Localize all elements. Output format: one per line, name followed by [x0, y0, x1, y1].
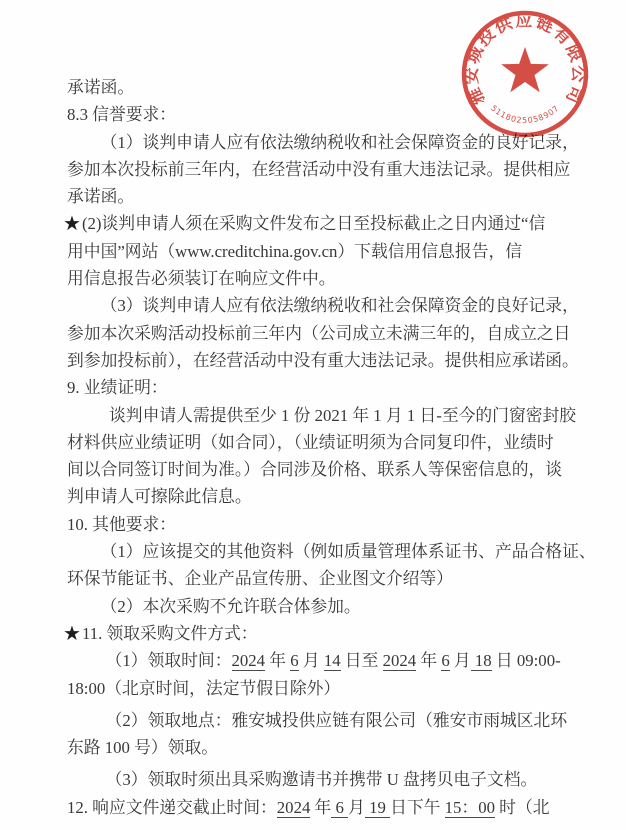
seal-serial-text: 5118025058907	[489, 103, 561, 125]
doc-line	[67, 265, 612, 292]
doc-line	[67, 456, 612, 483]
doc-line	[67, 511, 612, 538]
text-segment: 11. 领取采购文件方式：	[81, 623, 258, 643]
text-segment: （3）领取时须出具采购邀请书并携带 U 盘拷贝电子文档。	[105, 770, 538, 790]
text-segment: 10. 其他要求：	[67, 514, 177, 534]
text-segment: 环保节能证书、企业产品宣传册、企业图文介绍等）	[67, 569, 453, 589]
text-segment: 判申请人可擦除此信息。	[67, 487, 252, 507]
text-segment: 年	[416, 651, 442, 671]
doc-line	[67, 675, 612, 702]
seal-star-icon	[501, 47, 549, 92]
doc-line	[67, 320, 612, 347]
doc-line	[67, 734, 612, 761]
text-segment: （1）领取时间：	[105, 651, 232, 671]
text-segment: 月	[298, 651, 324, 671]
text-segment: 用信息报告必须装订在响应文件中。	[67, 269, 336, 289]
text-segment: （2）本次采购不允许联合体参加。	[100, 596, 361, 616]
text-segment: （1）应该提交的其他资料（例如质量管理体系证书、产品合格证、	[100, 542, 596, 562]
text-segment: 间以合同签订时间为准。）合同涉及价格、联系人等保密信息的，谈	[67, 460, 563, 480]
text-segment: 到参加投标前），在经营活动中没有重大违法记录。提供相应承诺函。	[67, 350, 579, 370]
svg-text:5118025058907	[489, 104, 561, 125]
doc-line	[63, 620, 612, 647]
text-segment: 用中国”网站（www.creditchina.gov.cn）下载信用信息报告，信	[67, 241, 523, 261]
underlined-text: 18	[470, 651, 492, 671]
underlined-text: 19	[364, 797, 391, 817]
text-segment: 年	[310, 797, 332, 817]
text-segment: 月	[449, 651, 471, 671]
text-segment: 年	[265, 651, 291, 671]
text-segment: 时（北	[494, 797, 550, 817]
doc-line	[67, 238, 612, 265]
text-segment: （1）谈判申请人应有依法缴纳税收和社会保障资金的良好记录，	[100, 132, 579, 152]
underlined-text: 6	[290, 651, 299, 671]
text-segment: 月	[348, 797, 365, 817]
text-segment: 日下午	[390, 797, 445, 817]
doc-line	[67, 402, 612, 429]
underlined-text: 15：00	[444, 797, 495, 817]
underlined-text: 6	[331, 797, 349, 817]
doc-line	[67, 538, 612, 565]
text-segment: 12. 响应文件递交截止时间：	[67, 797, 277, 817]
underlined-text: 6	[441, 651, 450, 671]
seal-graphic	[459, 8, 591, 140]
underlined-text: 2024	[382, 651, 417, 671]
text-segment: 承诺函。	[67, 78, 135, 97]
doc-line	[67, 347, 612, 374]
doc-line	[67, 647, 612, 674]
doc-line	[67, 707, 612, 734]
text-segment: 承诺函。	[67, 187, 135, 207]
star-marker-icon: ★	[63, 213, 82, 236]
seal-company-text: 雅安城投供应链有限公司	[461, 11, 589, 108]
text-segment: （2）领取地点：雅安城投供应链有限公司（雅安市雨城区北环	[105, 710, 568, 730]
text-segment: (2)谈判申请人须在采购文件发布之日至投标截止之日内通过“信	[81, 214, 546, 234]
text-segment: （3）谈判申请人应有依法缴纳税收和社会保障资金的良好记录，	[100, 296, 579, 316]
doc-line	[67, 429, 612, 456]
doc-line	[63, 210, 612, 237]
text-segment: 8.3 信誉要求：	[67, 105, 177, 125]
doc-line	[67, 156, 612, 183]
underlined-text: 2024	[231, 651, 266, 671]
document-body	[63, 74, 612, 821]
doc-line	[67, 483, 612, 510]
doc-line	[67, 374, 612, 401]
company-seal	[459, 8, 591, 140]
underlined-text: 2024	[276, 797, 311, 817]
text-segment: 材料供应业绩证明（如合同），（业绩证明须为合同复印件，业绩时	[67, 432, 554, 452]
text-segment: 日 09:00-	[491, 651, 561, 671]
text-segment: 18:00（北京时间，法定节假日除外）	[67, 678, 341, 698]
doc-line	[67, 766, 612, 793]
underlined-text: 14	[323, 651, 341, 671]
text-segment: 谈判申请人需提供至少 1 份 2021 年 1 月 1 日-至今的门窗密封胶	[109, 405, 577, 425]
doc-line	[67, 565, 612, 592]
doc-line	[67, 593, 612, 620]
text-segment: 参加本次采购活动投标前三年内（公司成立未满三年的，自成立之日	[67, 323, 571, 343]
text-segment: 日至	[340, 651, 383, 671]
doc-line	[67, 183, 612, 210]
doc-line	[67, 794, 612, 821]
doc-line	[67, 292, 612, 319]
text-segment: 东路 100 号）领取。	[67, 738, 219, 758]
text-segment: 9. 业绩证明：	[67, 378, 168, 398]
text-segment: 参加本次投标前三年内，在经营活动中没有重大违法记录。提供相应	[67, 159, 571, 179]
star-marker-icon: ★	[63, 622, 82, 645]
